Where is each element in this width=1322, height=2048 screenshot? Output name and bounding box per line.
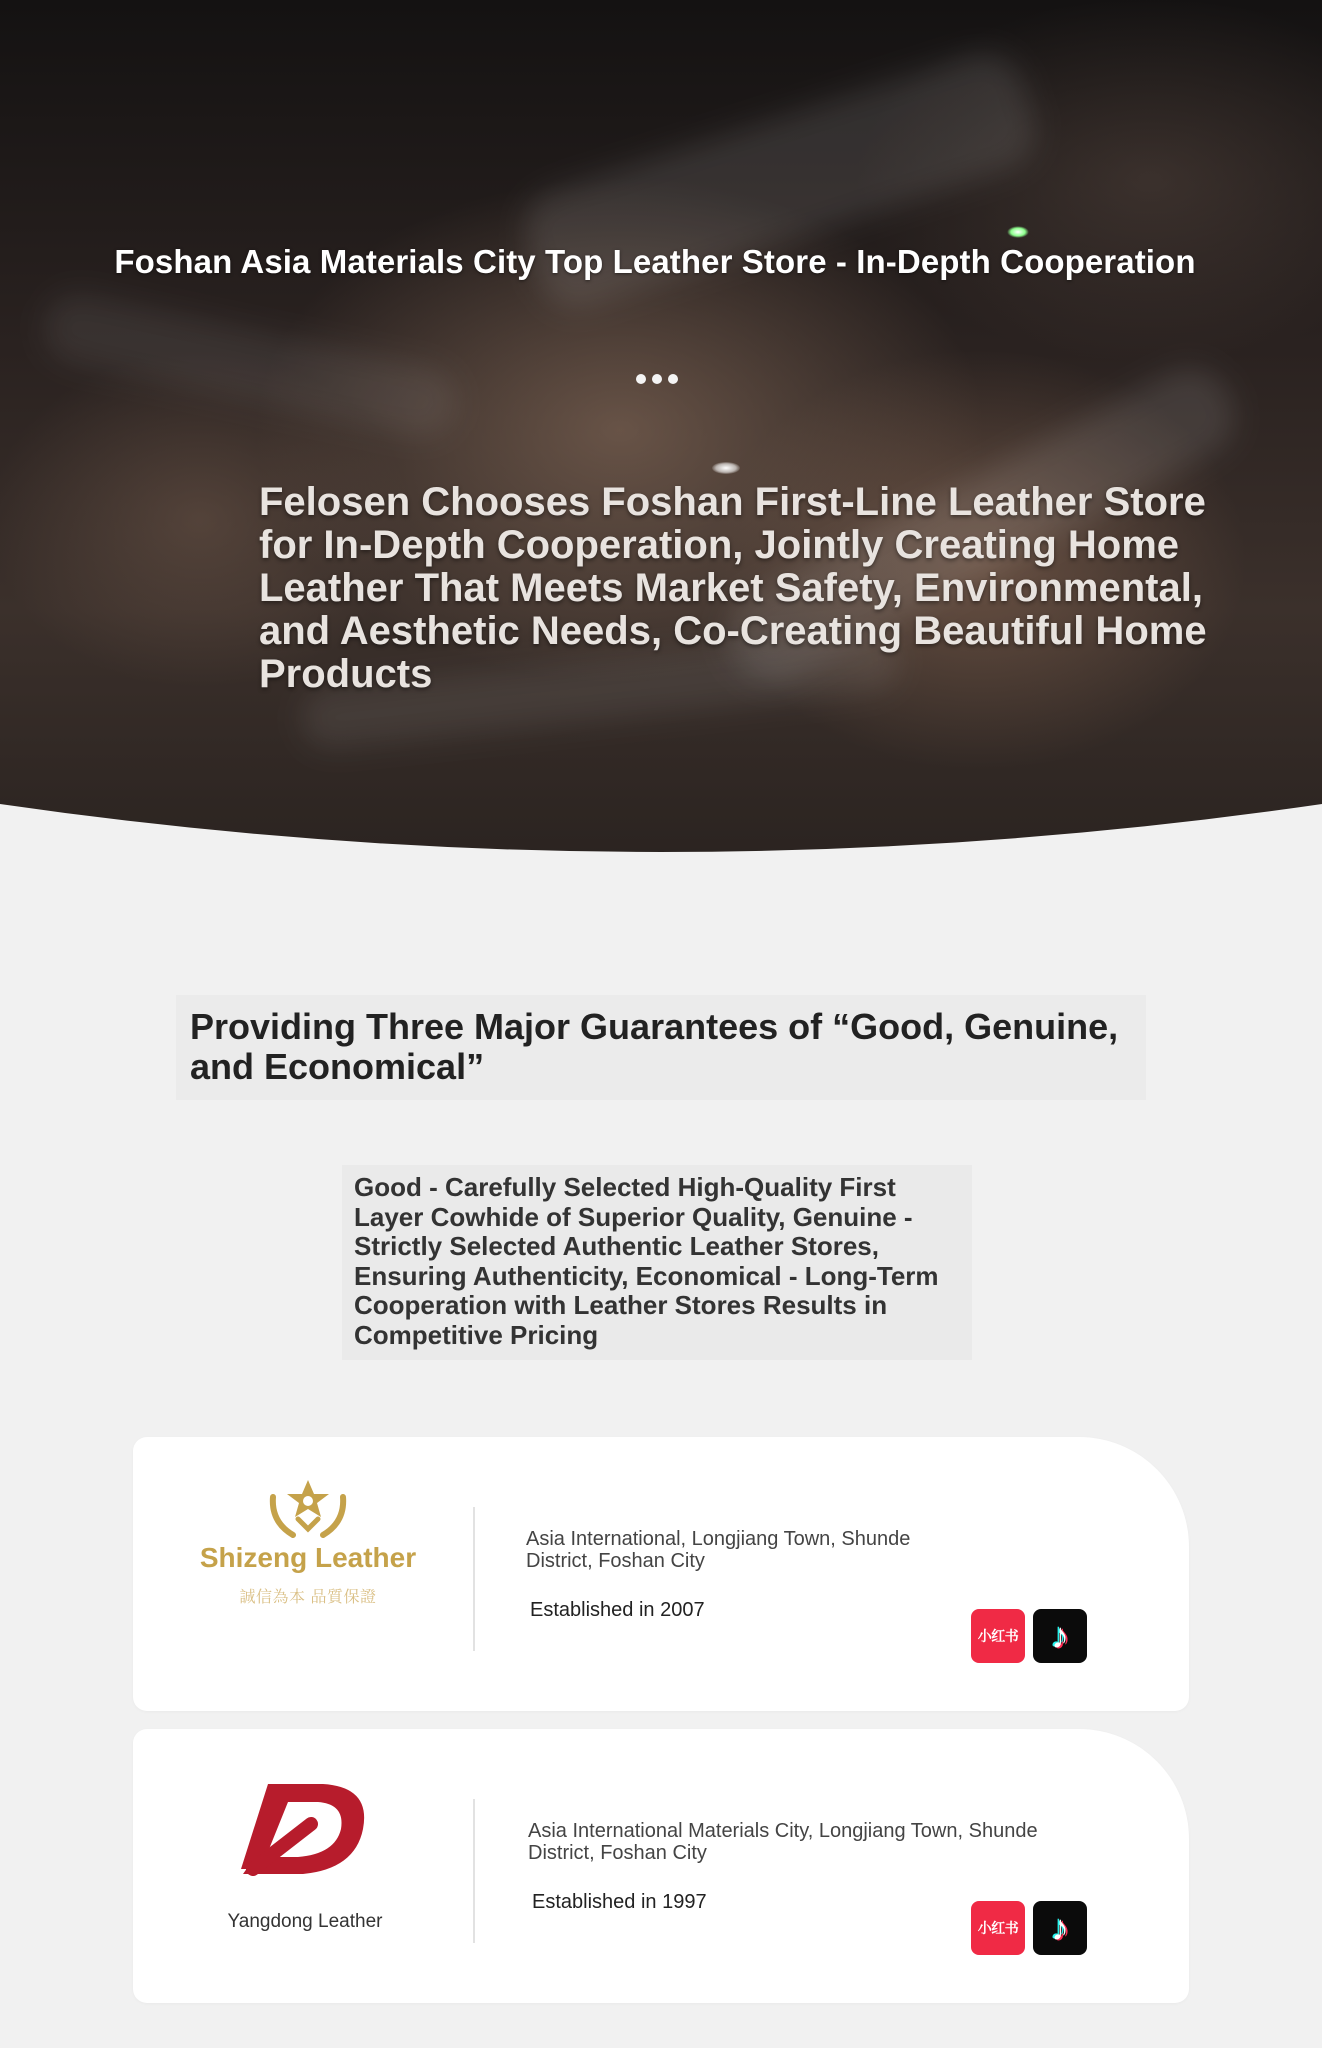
douyin-icon[interactable]: ♪	[1033, 1901, 1087, 1955]
dot	[668, 374, 678, 384]
yangdong-logo	[193, 1769, 423, 1959]
xiaohongshu-icon[interactable]: 小红书	[971, 1609, 1025, 1663]
guarantees-description: Good - Carefully Selected High-Quality First Layer Cowhide of Superior Quality, Genuine - Strictly Selected Authentic Leather Stores, Ensuring Authenticity, Economical - Long-Term Cooperation with Leather Stores Results in Competitive Pricing	[354, 1172, 939, 1350]
ellipsis-icon	[636, 374, 678, 384]
social-links	[971, 1609, 1087, 1663]
hero-background-streak	[37, 287, 462, 443]
shizeng-logo	[193, 1477, 423, 1667]
xiaohongshu-icon[interactable]: 小红书	[971, 1901, 1025, 1955]
hero-banner	[0, 0, 1322, 870]
light-spark	[712, 462, 740, 474]
store-established: Established in 2007	[530, 1599, 705, 1621]
store-card-shizeng[interactable]	[133, 1437, 1189, 1711]
yangdong-d-logo-icon	[193, 1769, 423, 1889]
store-logo-tagline: 誠信為本 品質保證	[239, 1589, 377, 1606]
guarantees-title-box	[176, 995, 1146, 1100]
social-links	[971, 1901, 1087, 1955]
crown-star-icon	[193, 1477, 423, 1547]
card-divider	[473, 1799, 475, 1943]
dot	[636, 374, 646, 384]
store-card-yangdong[interactable]	[133, 1729, 1189, 2003]
store-logo-name: Shizeng Leather	[199, 1542, 417, 1573]
store-logo-name: Yangdong Leather	[227, 1911, 383, 1932]
douyin-icon[interactable]: ♪	[1033, 1609, 1087, 1663]
dot	[652, 374, 662, 384]
store-address: Asia International Materials City, Longjiang Town, Shunde District, Foshan City	[528, 1820, 1038, 1864]
hero-curve-divider	[0, 790, 1322, 870]
hero-title: Foshan Asia Materials City Top Leather Store - In-Depth Cooperation	[114, 243, 1196, 280]
card-divider	[473, 1507, 475, 1651]
store-established: Established in 1997	[532, 1891, 707, 1913]
store-address: Asia International, Longjiang Town, Shunde District, Foshan City	[526, 1528, 911, 1572]
light-spark	[1007, 226, 1029, 238]
guarantees-description-box	[342, 1165, 972, 1360]
hero-subtitle: Felosen Chooses Foshan First-Line Leather Store for In-Depth Cooperation, Jointly Creating Home Leather That Meets Market Safety, Environmental, and Aesthetic Needs, Co-Creating Beautiful Home Products	[259, 480, 1207, 696]
guarantees-title: Providing Three Major Guarantees of “Good, Genuine, and Economical”	[190, 1006, 1119, 1087]
